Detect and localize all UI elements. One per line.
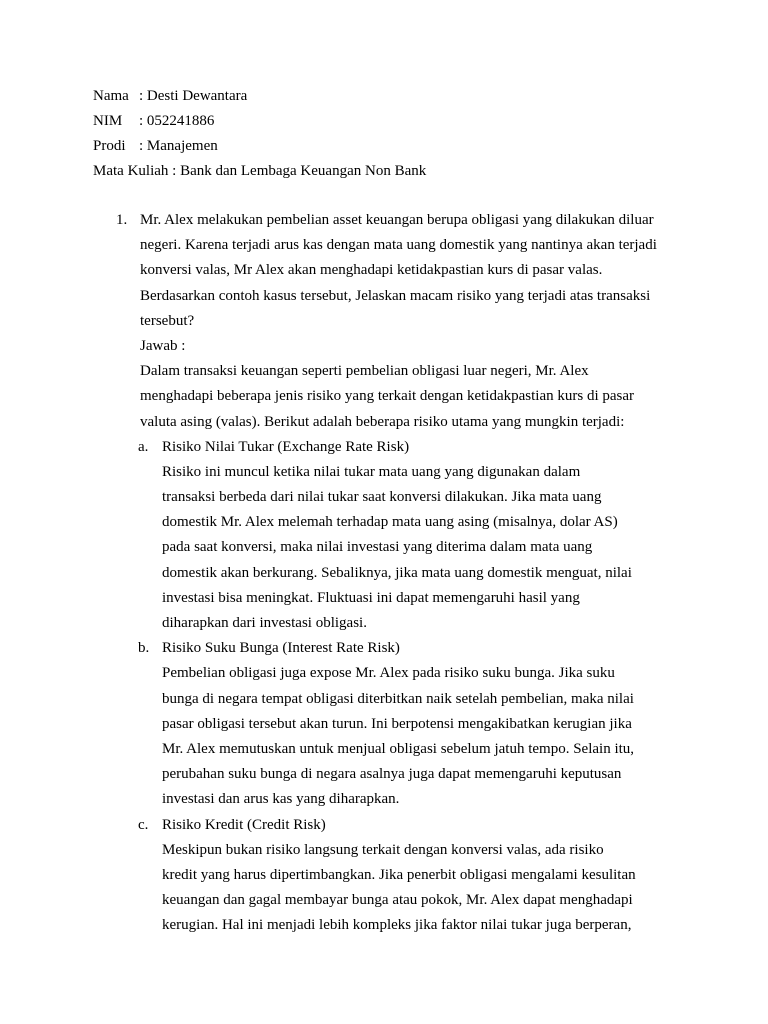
subitem-line: kerugian. Hal ini menjadi lebih kompleks jika faktor nilai tukar juga berperan,: [162, 917, 632, 934]
prodi-label: Prodi: [93, 138, 126, 154]
subitem-letter: c.: [138, 816, 149, 833]
nim-label: NIM: [93, 113, 123, 129]
subitem-line: domestik akan berkurang. Sebaliknya, jika mata uang domestik menguat, nilai: [162, 564, 632, 581]
subitem-line: Mr. Alex memutuskan untuk menjual obligasi sebelum jatuh tempo. Selain itu,: [162, 740, 635, 757]
subitem-title: Risiko Nilai Tukar (Exchange Rate Risk): [162, 438, 410, 455]
subitem-c: [138, 815, 676, 941]
subitem-title: Risiko Suku Bunga (Interest Rate Risk): [162, 640, 400, 657]
subitem-title: Risiko Kredit (Credit Risk): [162, 816, 326, 833]
subitem-line: keuangan dan gagal membayar bunga atau pokok, Mr. Alex dapat menghadapi: [162, 892, 633, 909]
name-row: [93, 86, 426, 111]
subitem-a: [138, 437, 676, 639]
subitem-line: diharapkan dari investasi obligasi.: [162, 615, 367, 631]
subitem-line: domestik Mr. Alex melemah terhadap mata uang asing (misalnya, dolar AS): [162, 514, 618, 531]
intro-line: menghadapi beberapa jenis risiko yang terkait dengan ketidakpastian kurs di pasar: [140, 388, 635, 405]
question-line: Berdasarkan contoh kasus tersebut, Jelaskan macam risiko yang terjadi atas transaksi: [140, 287, 651, 304]
name-value: : Desti Dewantara: [139, 88, 248, 104]
question-line: negeri. Karena terjadi arus kas dengan mata uang domestik yang nantinya akan terjadi: [140, 237, 657, 254]
prodi-value: : Manajemen: [139, 138, 218, 154]
subitem-line: bunga di negara tempat obligasi diterbitkan naik setelah pembelian, maka nilai: [162, 690, 634, 707]
subitem-line: perubahan suku bunga di negara asalnya juga dapat memengaruhi keputusan: [162, 766, 622, 783]
subitem-line: investasi bisa meningkat. Fluktuasi ini dapat memengaruhi hasil yang: [162, 589, 580, 606]
answer-label: Jawab :: [140, 337, 186, 354]
subitem-line: Meskipun bukan risiko langsung terkait dengan konversi valas, ada risiko: [162, 841, 604, 858]
student-info: [93, 86, 426, 186]
subitem-letter: a.: [138, 438, 149, 455]
course-row: Mata Kuliah : Bank dan Lembaga Keuangan Non Bank: [93, 163, 427, 179]
question-line: Mr. Alex melakukan pembelian asset keuangan berupa obligasi yang dilakukan diluar: [140, 212, 654, 228]
question-body: [140, 210, 676, 940]
prodi-row: [93, 136, 426, 161]
name-label: Nama: [93, 88, 129, 104]
subitem-line: Pembelian obligasi juga expose Mr. Alex pada risiko suku bunga. Jika suku: [162, 665, 615, 682]
nim-value: : 052241886: [139, 113, 215, 129]
question-number: 1.: [116, 212, 128, 228]
subitem-line: Risiko ini muncul ketika nilai tukar mata uang yang digunakan dalam: [162, 463, 581, 480]
nim-row: [93, 111, 426, 136]
question-line: tersebut?: [140, 312, 195, 329]
subitem-line: transaksi berbeda dari nilai tukar saat konversi dilakukan. Jika mata uang: [162, 489, 602, 506]
intro-line: Dalam transaksi keuangan seperti pembelian obligasi luar negeri, Mr. Alex: [140, 363, 589, 380]
subitem-letter: b.: [138, 640, 150, 657]
subitem-b: [138, 638, 676, 814]
subitem-line: investasi dan arus kas yang diharapkan.: [162, 791, 400, 808]
question-line: konversi valas, Mr Alex akan menghadapi ketidakpastian kurs di pasar valas.: [140, 262, 603, 279]
intro-line: valuta asing (valas). Berikut adalah beberapa risiko utama yang mungkin terjadi:: [140, 413, 625, 430]
subitem-line: pasar obligasi tersebut akan turun. Ini berpotensi mengakibatkan kerugian jika: [162, 715, 632, 732]
subitem-line: kredit yang harus dipertimbangkan. Jika penerbit obligasi mengalami kesulitan: [162, 866, 636, 883]
subitem-line: pada saat konversi, maka nilai investasi yang diterima dalam mata uang: [162, 539, 593, 556]
